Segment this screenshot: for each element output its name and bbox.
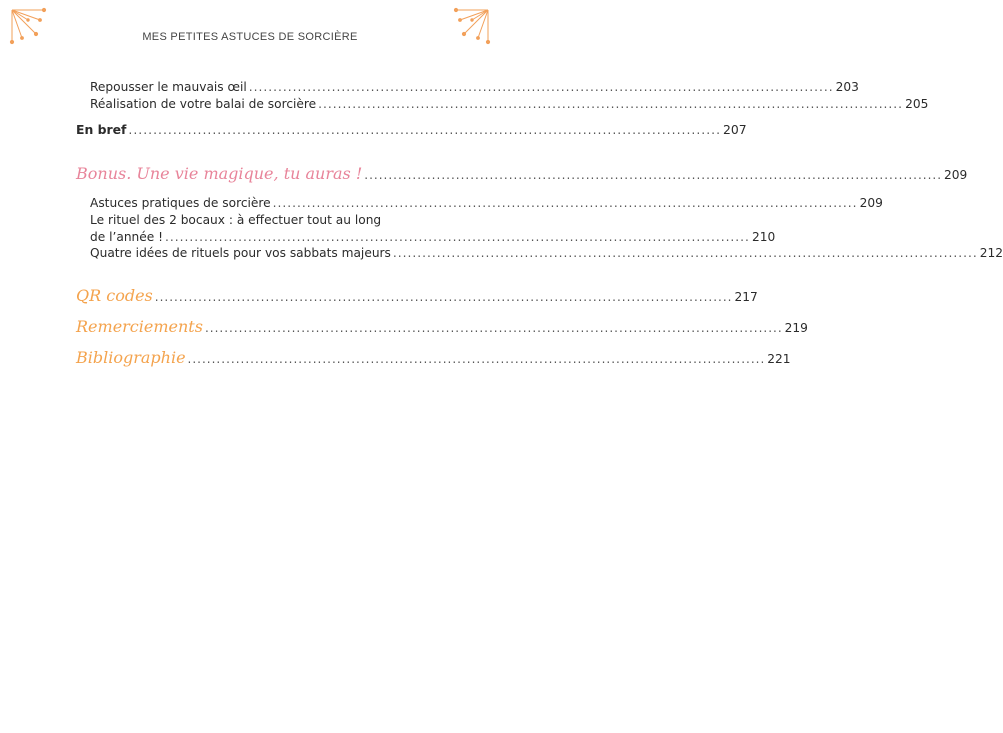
dot-leader: ........................................................................................................................ [272, 196, 858, 210]
toc-entry[interactable] [76, 122, 747, 137]
toc-entry-label: Repousser le mauvais œil [90, 80, 247, 94]
toc-entry-label: Réalisation de votre balai de sorcière [90, 97, 317, 111]
dot-leader: ........................................................................................................................ [204, 321, 783, 335]
toc-entry[interactable] [90, 97, 929, 111]
toc-entry-page: 203 [835, 80, 859, 94]
dot-leader: ........................................................................................................................ [187, 352, 766, 366]
dot-leader: ........................................................................................................................ [248, 80, 834, 94]
toc-section[interactable] [76, 164, 968, 183]
toc-entry-page: 210 [751, 230, 776, 244]
toc-entry[interactable] [90, 230, 776, 244]
dot-leader: ........................................................................................................................ [154, 290, 733, 304]
toc-section-title: QR codes [76, 286, 153, 305]
toc-section-page: 219 [784, 321, 808, 335]
toc-section[interactable] [76, 348, 791, 367]
toc-entry[interactable] [90, 80, 859, 94]
dot-leader: ........................................................................................................................ [165, 230, 750, 244]
toc-section-page: 217 [734, 290, 758, 304]
dot-leader: ........................................................................................................................ [318, 97, 904, 111]
toc-entry-page: 209 [859, 196, 883, 210]
toc-entry-label-line2: de l’année ! [90, 230, 164, 244]
toc-entry-label: Astuces pratiques de sorcière [90, 196, 271, 210]
dot-leader: ........................................................................................................................ [128, 122, 722, 137]
toc-section-title: Bonus. Une vie magique, tu auras ! [76, 164, 363, 183]
toc-entry[interactable] [90, 246, 1003, 260]
toc-section-page: 209 [944, 168, 968, 182]
dot-leader: ........................................................................................................................ [364, 168, 943, 182]
toc-section[interactable] [76, 317, 808, 336]
toc-entry-label: En bref [76, 122, 127, 137]
toc-section[interactable] [76, 286, 758, 305]
toc-section-title: Remerciements [76, 317, 203, 336]
toc-section-title: Bibliographie [76, 348, 186, 367]
toc-section-page: 221 [767, 352, 791, 366]
dot-leader: ........................................................................................................................ [392, 246, 978, 260]
running-header: MES PETITES ASTUCES DE SORCIÈRE [142, 31, 358, 43]
toc-entry-page: 205 [905, 97, 929, 111]
toc-entry-page: 212 [979, 246, 1003, 260]
toc-entry-page: 207 [723, 122, 747, 137]
toc-entry-label-line1: Le rituel des 2 bocaux : à effectuer tout au long [90, 213, 382, 227]
toc-entry-label: Quatre idées de rituels pour vos sabbats majeurs [90, 246, 391, 260]
toc-entry[interactable] [90, 196, 883, 210]
